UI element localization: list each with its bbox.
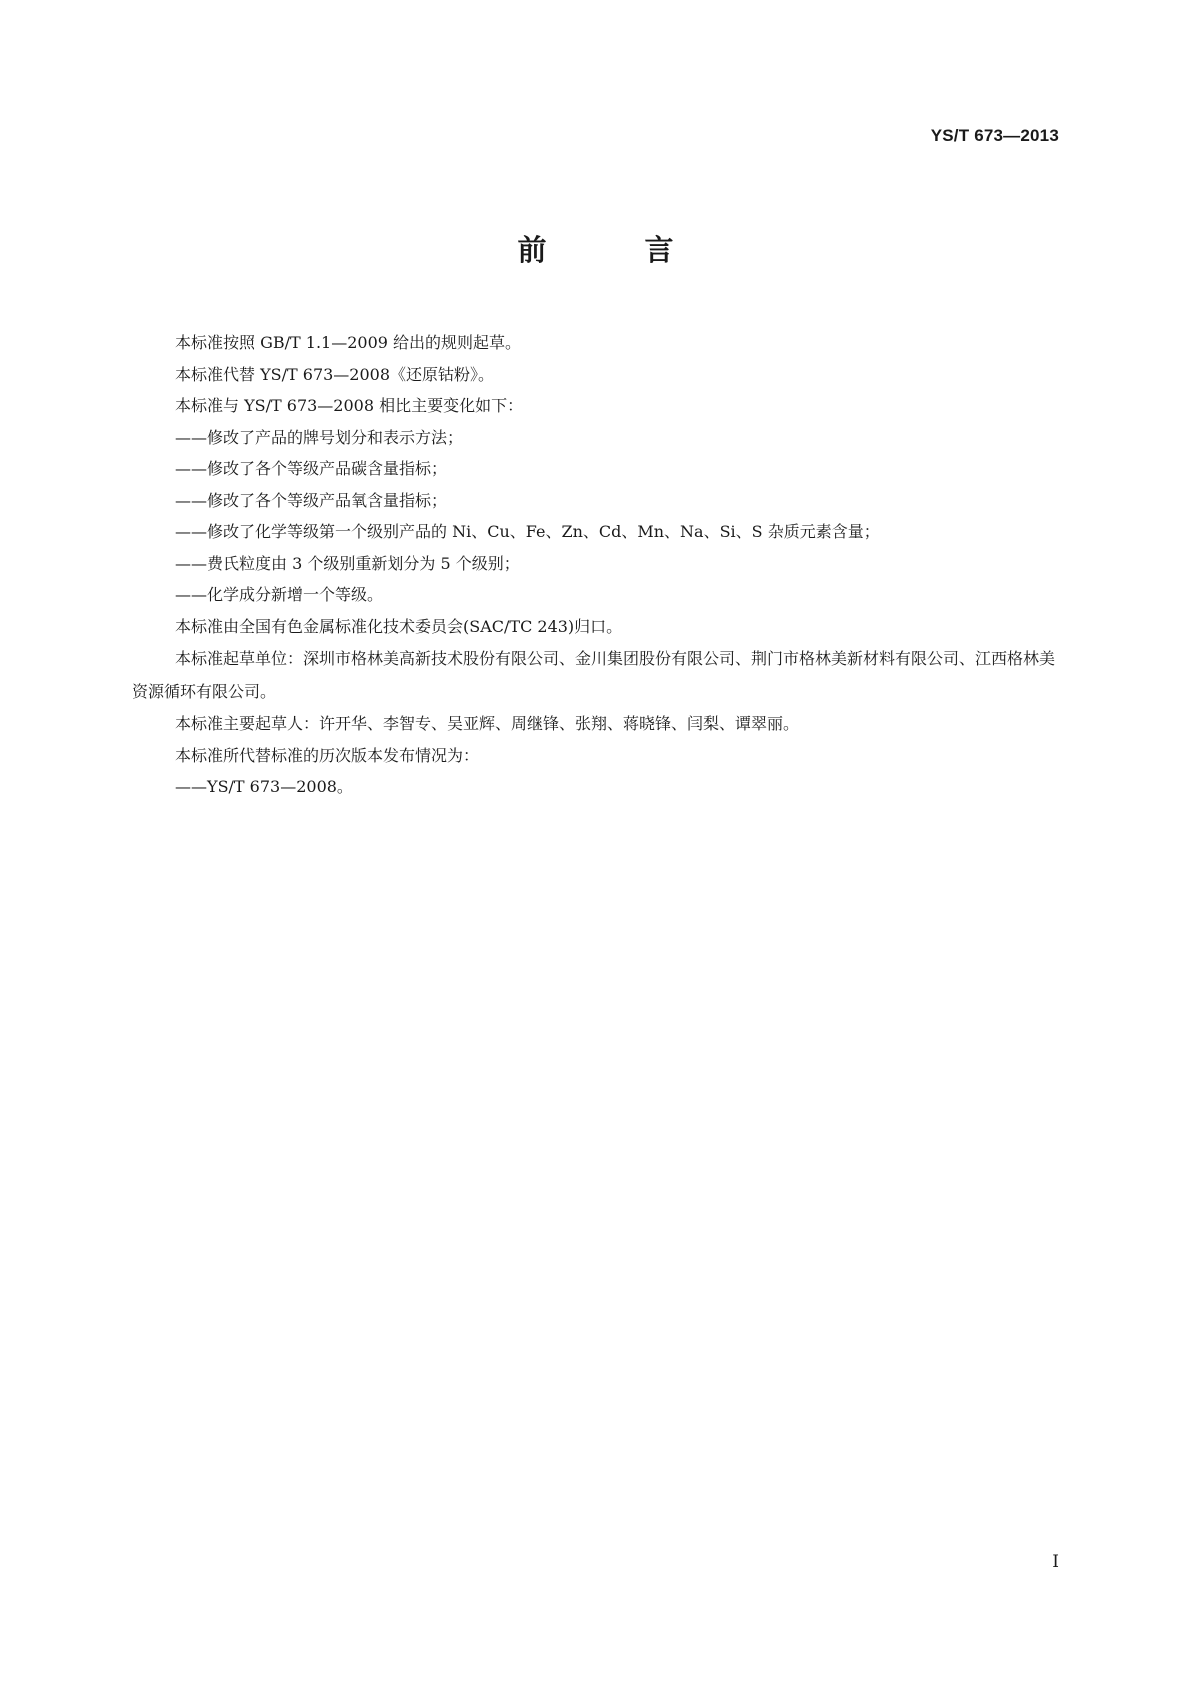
paragraph-drafters: 本标准主要起草人：许开华、李智专、吴亚辉、周继锋、张翔、蒋晓锋、闫梨、谭翠丽。 [175, 714, 800, 733]
paragraph-committee: 本标准由全国有色金属标准化技术委员会(SAC/TC 243)归口。 [175, 616, 623, 636]
change-item: ——修改了化学等级第一个级别产品的 Ni、Cu、Fe、Zn、Cd、Mn、Na、Si、S 杂质元素含量； [175, 522, 880, 541]
paragraph-replaces: 本标准代替 YS/T 673—2008《还原钴粉》。 [175, 364, 495, 384]
paragraph-drafting-units: 本标准起草单位：深圳市格林美高新技术股份有限公司、金川集团股份有限公司、荆门市格林美新材料有限公司、江西格林美资源循环有限公司。 [132, 649, 1056, 701]
page-title: 前 言 [517, 233, 718, 267]
change-item: ——修改了产品的牌号划分和表示方法； [175, 427, 464, 447]
paragraph-drafting-rules: 本标准按照 GB/T 1.1—2009 给出的规则起草。 [175, 333, 522, 352]
paragraph-changes-intro: 本标准与 YS/T 673—2008 相比主要变化如下： [175, 396, 524, 415]
foreword-body [132, 327, 1062, 803]
paragraph-history-intro: 本标准所代替标准的历次版本发布情况为： [175, 745, 480, 765]
history-item: ——YS/T 673—2008。 [175, 777, 353, 796]
page-number: I [1052, 1552, 1059, 1572]
change-item: ——修改了各个等级产品氧含量指标； [175, 490, 448, 510]
document-number-header: YS/T 673—2013 [930, 126, 1059, 145]
change-item: ——化学成分新增一个等级。 [175, 585, 384, 604]
change-item: ——费氏粒度由 3 个级别重新划分为 5 个级别； [175, 553, 520, 573]
change-item: ——修改了各个等级产品碳含量指标； [175, 459, 448, 478]
